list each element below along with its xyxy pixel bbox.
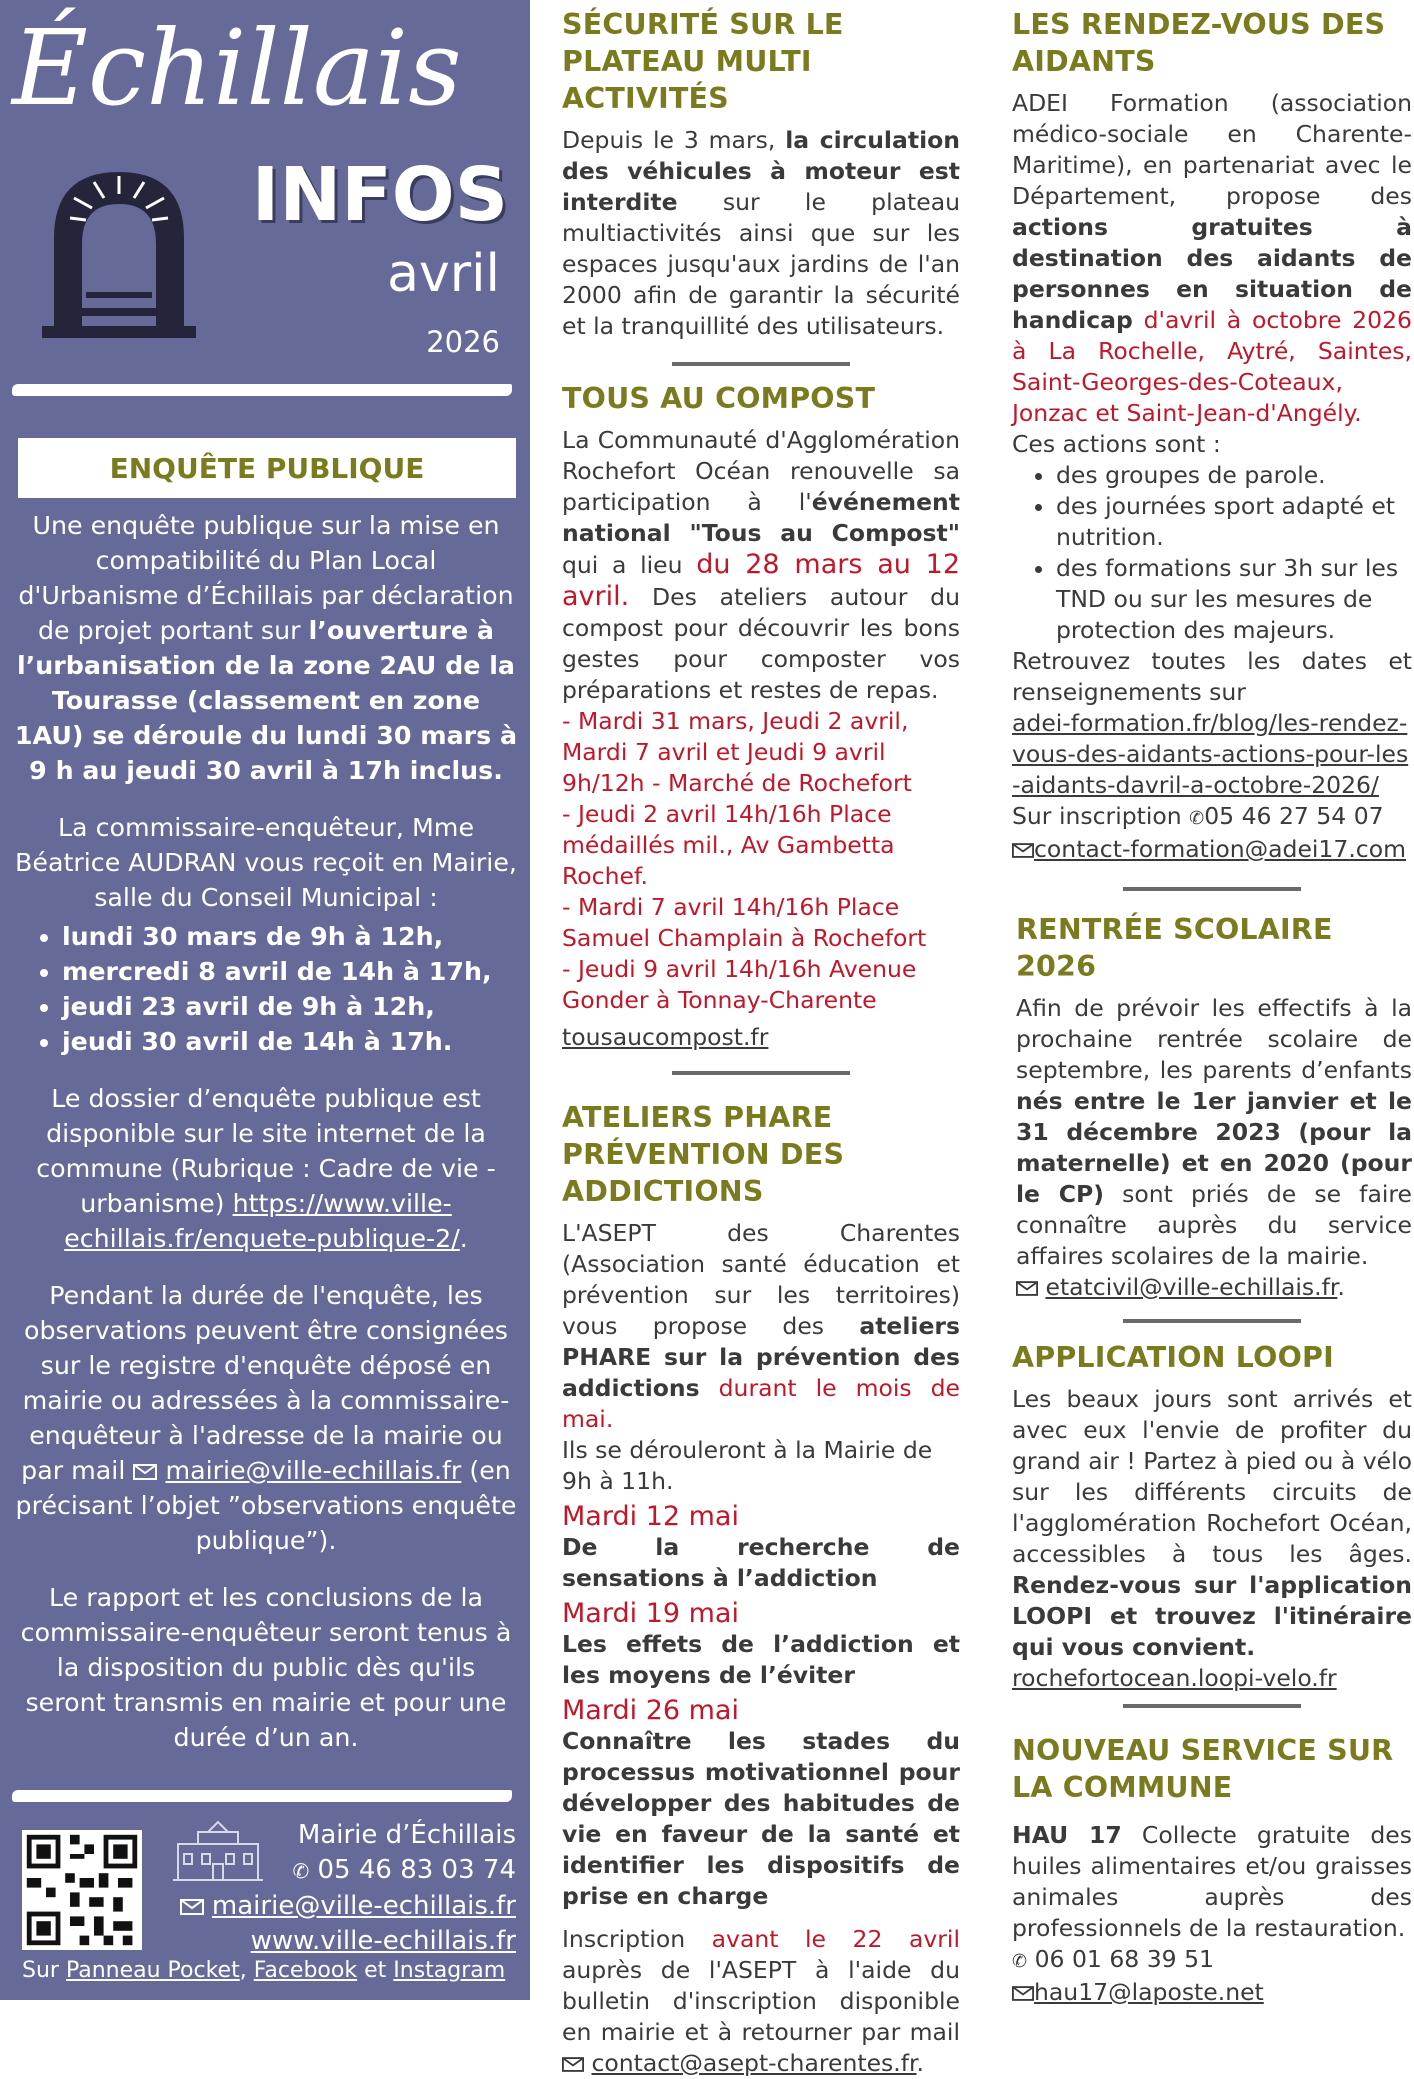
footer-contact xyxy=(180,1818,516,1959)
qr-code-icon[interactable] xyxy=(22,1830,142,1950)
aidants-item: • des groupes de parole. xyxy=(1056,460,1412,491)
footer-name: Mairie d’Échillais xyxy=(297,1820,516,1850)
rentree-title: RENTRÉE SCOLAIRE 2026 xyxy=(1016,913,1333,983)
section-divider xyxy=(672,362,850,366)
mail-icon xyxy=(1012,1986,1034,2001)
phare-inscription: Inscription avant le 22 avril auprès de l'ASEPT à l'aide du bulletin d'inscription disponible en mairie et à retourner par mail contact@asept-charentes.fr. xyxy=(562,1925,960,2077)
footer-phone-row xyxy=(180,1853,516,1889)
permanence-item: • lundi 30 mars de 9h à 12h, xyxy=(62,919,518,954)
session-topic: Connaître les stades du processus motivationnel pour développer des habitudes de vie en faveur de la santé et identifier les dispositifs de prise en charge xyxy=(562,1727,960,1910)
session-date: Mardi 12 mai xyxy=(562,1501,739,1532)
footer-email-row xyxy=(180,1889,516,1924)
brand-title: Échillais xyxy=(12,7,462,129)
compost-event: - Mardi 31 mars, Jeudi 2 avril, Mardi 7 avril et Jeudi 9 avril 9h/12h - Marché de Rochefort xyxy=(562,707,912,797)
enquete-title-box xyxy=(18,438,516,498)
enquete-body xyxy=(14,508,518,1777)
loopi-link[interactable]: rochefortocean.loopi-velo.fr xyxy=(1012,1664,1337,1692)
section-service xyxy=(1012,1732,1412,2008)
compost-events xyxy=(562,706,960,1016)
compost-text: La Communauté d'Agglomération Rochefort Océan renouvelle sa participation à l'événement national "Tous au Compost" qui a lieu du 28 mars au 12 avril. Des ateliers autour du compost pour découvrir les bons gestes pour composter vos préparations et restes de repas. xyxy=(562,426,960,704)
service-text: HAU 17 Collecte gratuite des huiles alimentaires et/ou graisses animales auprès des professionnels de la restauration. ✆ 06 01 68 39 51 hau17@laposte.net xyxy=(1012,1821,1412,2006)
facebook-link[interactable]: Facebook xyxy=(253,1958,358,1983)
section-compost xyxy=(562,380,960,1053)
mail-icon xyxy=(1012,843,1034,858)
footer-phone[interactable]: 05 46 83 03 74 xyxy=(317,1855,516,1885)
compost-event: - Jeudi 9 avril 14h/16h Avenue Gonder à Tonnay-Charente xyxy=(562,955,917,1014)
enquete-commissaire: La commissaire-enquêteur, Mme Béatrice AUDRAN vous reçoit en Mairie, salle du Conseil Municipal : xyxy=(15,813,517,912)
enquete-dossier: Le dossier d’enquête publique est disponible sur le site internet de la commune (Rubrique : Cadre de vie - urbanisme) https://www.ville-echillais.fr/enquete-publique-2/. xyxy=(36,1084,496,1253)
enquete-intro: Une enquête publique sur la mise en compatibilité du Plan Local d'Urbanisme d’Échillais par déclaration de projet portant sur l’ouverture à l’urbanisation de la zone 2AU de la Tourasse (classement en zone 1AU) se déroule du lundi 30 mars à 9 h au jeudi 30 avril à 17h inclus. xyxy=(14,511,518,785)
instagram-link[interactable]: Instagram xyxy=(393,1958,506,1983)
section-loopi xyxy=(1012,1339,1412,1694)
brand-month: avril xyxy=(387,244,500,304)
session-topic: De la recherche de sensations à l’addiction xyxy=(562,1533,960,1592)
enquete-permanences xyxy=(14,919,518,1059)
arch-logo-icon xyxy=(34,158,204,338)
aidants-item: • des journées sport adapté et nutrition. xyxy=(1056,491,1412,553)
mail-icon xyxy=(133,1464,157,1480)
aidants-phone[interactable]: 05 46 27 54 07 xyxy=(1204,802,1384,830)
brand-year: 2026 xyxy=(426,325,500,359)
aidants-title: LES RENDEZ-VOUS DES AIDANTS xyxy=(1012,8,1386,78)
permanence-item: • jeudi 23 avril de 9h à 12h, xyxy=(62,989,518,1024)
section-aidants xyxy=(1012,6,1412,865)
enquete-rapport: Le rapport et les conclusions de la commissaire-enquêteur seront tenus à la disposition du public dès qu'ils seront transmis en mairie et pour une durée d’un an. xyxy=(20,1583,512,1752)
section-divider xyxy=(1123,1319,1301,1323)
rentree-text: Afin de prévoir les effectifs à la prochaine rentrée scolaire de septembre, les parents d’enfants nés entre le 1er janvier et le 31 décembre 2023 (pour la maternelle) et en 2020 (pour le CP) sont priés de se faire connaître auprès du service affaires scolaires de la mairie. etatcivil@ville-echillais.fr. xyxy=(1016,994,1412,1301)
aidants-list xyxy=(1012,460,1412,646)
compost-dates: du 28 mars au 12 avril. xyxy=(562,549,960,612)
compost-title: TOUS AU COMPOST xyxy=(562,382,876,415)
enquete-dossier-link[interactable]: https://www.ville-echillais.fr/enquete-publique-2/ xyxy=(64,1189,460,1253)
phone-icon: ✆ xyxy=(1189,808,1205,829)
mail-icon xyxy=(180,1899,204,1915)
securite-title: SÉCURITÉ SUR LE PLATEAU MULTI ACTIVITÉS xyxy=(562,8,844,115)
footer-website-link[interactable]: www.ville-echillais.fr xyxy=(250,1926,516,1956)
panneau-pocket-link[interactable]: Panneau Pocket xyxy=(65,1958,240,1983)
service-title: NOUVEAU SERVICE SUR LA COMMUNE xyxy=(1012,1734,1394,1804)
service-phone[interactable]: 06 01 68 39 51 xyxy=(1034,1945,1214,1973)
permanence-item: • jeudi 30 avril de 14h à 17h. xyxy=(62,1024,518,1059)
loopi-text: Les beaux jours sont arrivés et avec eux l'envie de profiter du grand air ! Partez à pied ou à vélo sur les différents circuits de l'agglomération Rochefort Océan, accessibles à tous les âges. Rendez-vous sur l'application LOOPI et trouvez l'itinéraire qui vous convient. rochefortocean.loopi-velo.fr xyxy=(1012,1385,1412,1692)
phare-email-link[interactable]: contact@asept-charentes.fr xyxy=(591,2049,917,2077)
compost-event: - Mardi 7 avril 14h/16h Place Samuel Champlain à Rochefort xyxy=(562,893,927,952)
compost-link[interactable]: tousaucompost.fr xyxy=(562,1023,769,1051)
phone-icon: ✆ xyxy=(1012,1951,1028,1972)
column-right xyxy=(1012,0,1412,2008)
session-date: Mardi 26 mai xyxy=(562,1695,739,1726)
phare-title: ATELIERS PHARE PRÉVENTION DES ADDICTIONS xyxy=(562,1101,845,1208)
permanence-item: • mercredi 8 avril de 14h à 17h, xyxy=(62,954,518,989)
phare-sessions xyxy=(562,1501,960,1912)
phare-text: L'ASEPT des Charentes (Association santé éducation et prévention sur les territoires) vous propose des ateliers PHARE sur la prévention des addictions durant le mois de mai. Ils se dérouleront à la Mairie de 9h à 11h. xyxy=(562,1219,960,1495)
footer-social: Sur Panneau Pocket, Facebook et Instagram xyxy=(22,1958,506,1983)
enquete-title: ENQUÊTE PUBLIQUE xyxy=(109,451,425,485)
section-securite xyxy=(562,6,960,342)
enquete-observations: Pendant la durée de l'enquête, les observations peuvent être consignées sur le registre d'enquête déposé en mairie ou adressées à la commissaire-enquêteur à l'adresse de la mairie ou par mail mairie@ville-echillais.fr (en précisant l’objet ”observations enquête publique”). xyxy=(15,1281,517,1555)
phone-icon: ✆ xyxy=(292,1859,310,1883)
footer-email-link[interactable]: mairie@ville-echillais.fr xyxy=(211,1891,516,1921)
section-phare xyxy=(562,1099,960,2079)
aidants-link[interactable]: adei-formation.fr/blog/les-rendez-vous-des-aidants-actions-pour-les-aidants-davril-a-octobre-2026/ xyxy=(1012,709,1409,799)
rentree-email-link[interactable]: etatcivil@ville-echillais.fr xyxy=(1045,1273,1338,1301)
brush-divider xyxy=(12,1790,512,1802)
session-date: Mardi 19 mai xyxy=(562,1598,739,1629)
column-middle xyxy=(562,0,960,2079)
sidebar xyxy=(0,0,530,2000)
enquete-email-link[interactable]: mairie@ville-echillais.fr xyxy=(165,1456,462,1485)
section-divider xyxy=(672,1071,850,1075)
section-rentree xyxy=(1012,911,1412,1303)
loopi-title: APPLICATION LOOPI xyxy=(1012,1341,1334,1374)
service-email-link[interactable]: hau17@laposte.net xyxy=(1034,1978,1264,2006)
brush-divider xyxy=(12,384,512,396)
session-topic: Les effets de l’addiction et les moyens de l’éviter xyxy=(562,1630,960,1689)
section-divider xyxy=(1123,1704,1301,1708)
aidants-item: • des formations sur 3h sur les TND ou sur les mesures de protection des majeurs. xyxy=(1056,553,1412,646)
compost-event: - Jeudi 2 avril 14h/16h Place médaillés mil., Av Gambetta Rochef. xyxy=(562,800,895,890)
securite-text: Depuis le 3 mars, la circulation des véhicules à moteur est interdite sur le plateau multiactivités ainsi que sur les espaces jusqu'aux jardins de l'an 2000 afin de garantir la sécurité et la tranquillité des utilisateurs. xyxy=(562,126,960,340)
section-divider xyxy=(1123,887,1301,891)
aidants-email-link[interactable]: contact-formation@adei17.com xyxy=(1034,835,1406,863)
mail-icon xyxy=(562,2057,584,2072)
aidants-text: ADEI Formation (association médico-sociale en Charente-Maritime), en partenariat avec le Département, propose des actions gratuites à destination des aidants de personnes en situation de handicap d'avril à octobre 2026 à La Rochelle, Aytré, Saintes, Saint-Georges-des-Coteaux, Jonzac et Saint-Jean-d'Angély. Ces actions sont : • des groupes de parole. • des journées sport adapté et nutrition. • des formations sur 3h sur les TND ou sur les mesures de protection des majeurs. Retrouvez toutes les dates et renseignements sur adei-formation.fr/blog/les-rendez-vous-des-aidants-actions-pour-les-aidants-davril-a-octobre-2026/ Sur inscription ✆05 46 27 54 07 contact-formation@adei17.com xyxy=(1012,88,1412,865)
brand-subtitle: INFOS xyxy=(251,152,508,238)
mail-icon xyxy=(1016,1281,1038,1296)
